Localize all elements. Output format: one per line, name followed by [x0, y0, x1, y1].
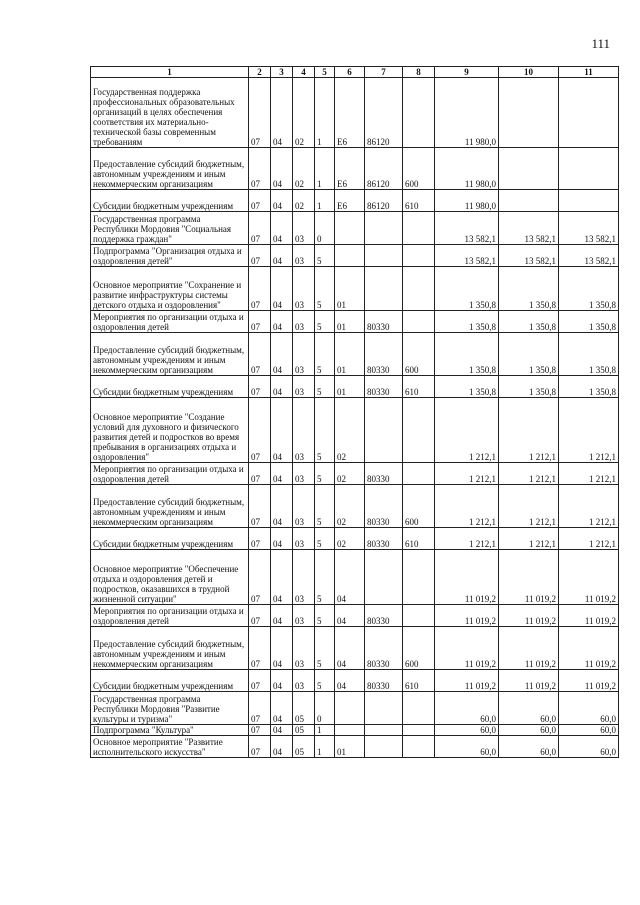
- amount-cell: 11 980,0: [435, 190, 499, 212]
- code-cell: 03: [293, 528, 315, 550]
- code-cell: [403, 78, 435, 148]
- code-cell: 610: [403, 528, 435, 550]
- column-header-4: 4: [293, 67, 315, 78]
- amount-cell: 1 212,1: [559, 398, 619, 463]
- code-cell: [403, 245, 435, 267]
- table-row: [91, 463, 619, 485]
- table-row: [91, 692, 619, 725]
- code-cell: Е6: [335, 148, 365, 190]
- code-cell: 03: [293, 670, 315, 692]
- code-cell: 600: [403, 333, 435, 376]
- column-header-3: 3: [271, 67, 293, 78]
- amount-cell: 60,0: [435, 725, 499, 736]
- code-cell: 03: [293, 311, 315, 333]
- amount-cell: 13 582,1: [559, 245, 619, 267]
- amount-cell: 60,0: [559, 725, 619, 736]
- code-cell: [335, 692, 365, 725]
- row-name-cell: Субсидии бюджетным учреждениям: [91, 670, 249, 692]
- code-cell: 03: [293, 333, 315, 376]
- amount-cell: 1 350,8: [559, 311, 619, 333]
- code-cell: 1: [315, 725, 335, 736]
- amount-cell: 1 212,1: [559, 485, 619, 528]
- amount-cell: 1 212,1: [499, 398, 559, 463]
- code-cell: Е6: [335, 190, 365, 212]
- table-row: [91, 212, 619, 245]
- code-cell: [335, 245, 365, 267]
- code-cell: 04: [271, 605, 293, 627]
- table-row: [91, 78, 619, 148]
- code-cell: [403, 311, 435, 333]
- code-cell: 1: [315, 736, 335, 758]
- amount-cell: 60,0: [499, 725, 559, 736]
- amount-cell: 13 582,1: [499, 212, 559, 245]
- code-cell: 0: [315, 212, 335, 245]
- code-cell: [335, 725, 365, 736]
- row-name-cell: Предоставление субсидий бюджетным, автономным учреждениям и иным некоммерческим организациям: [91, 148, 249, 190]
- code-cell: 04: [271, 245, 293, 267]
- table-body: [91, 78, 619, 758]
- amount-cell: 60,0: [559, 692, 619, 725]
- code-cell: 04: [271, 398, 293, 463]
- amount-cell: 60,0: [499, 736, 559, 758]
- amount-cell: 11 980,0: [435, 148, 499, 190]
- code-cell: 03: [293, 627, 315, 670]
- code-cell: 80330: [365, 485, 403, 528]
- table-row: [91, 190, 619, 212]
- code-cell: 03: [293, 212, 315, 245]
- column-header-7: 7: [365, 67, 403, 78]
- amount-cell: 11 019,2: [559, 670, 619, 692]
- code-cell: 610: [403, 190, 435, 212]
- code-cell: 5: [315, 670, 335, 692]
- code-cell: 03: [293, 605, 315, 627]
- header-row: [91, 67, 619, 78]
- code-cell: 04: [271, 692, 293, 725]
- amount-cell: 1 350,8: [559, 376, 619, 398]
- table-row: [91, 605, 619, 627]
- amount-cell: 1 350,8: [499, 311, 559, 333]
- code-cell: 03: [293, 398, 315, 463]
- code-cell: 04: [271, 333, 293, 376]
- row-name-cell: Государственная программа Республики Мордовия "Развитие культуры и туризма": [91, 692, 249, 725]
- amount-cell: [499, 190, 559, 212]
- code-cell: [365, 725, 403, 736]
- code-cell: 04: [271, 148, 293, 190]
- budget-table: [90, 66, 619, 758]
- code-cell: Е6: [335, 78, 365, 148]
- column-header-11: 11: [559, 67, 619, 78]
- amount-cell: 1 350,8: [435, 311, 499, 333]
- code-cell: 07: [249, 148, 271, 190]
- code-cell: 80330: [365, 605, 403, 627]
- code-cell: 5: [315, 627, 335, 670]
- amount-cell: 1 212,1: [435, 398, 499, 463]
- code-cell: 04: [271, 725, 293, 736]
- code-cell: 04: [335, 627, 365, 670]
- amount-cell: 13 582,1: [499, 245, 559, 267]
- code-cell: 07: [249, 485, 271, 528]
- amount-cell: 60,0: [559, 736, 619, 758]
- code-cell: 07: [249, 245, 271, 267]
- code-cell: 02: [293, 148, 315, 190]
- code-cell: [403, 463, 435, 485]
- code-cell: 02: [293, 190, 315, 212]
- code-cell: 03: [293, 245, 315, 267]
- amount-cell: 1 350,8: [435, 376, 499, 398]
- code-cell: 07: [249, 692, 271, 725]
- amount-cell: 13 582,1: [435, 212, 499, 245]
- amount-cell: [499, 78, 559, 148]
- table-row: [91, 550, 619, 605]
- code-cell: 07: [249, 627, 271, 670]
- amount-cell: 1 350,8: [435, 267, 499, 311]
- code-cell: 03: [293, 376, 315, 398]
- amount-cell: [499, 148, 559, 190]
- code-cell: 04: [271, 463, 293, 485]
- code-cell: 80330: [365, 463, 403, 485]
- code-cell: 04: [271, 311, 293, 333]
- column-header-8: 8: [403, 67, 435, 78]
- code-cell: [403, 692, 435, 725]
- code-cell: [403, 736, 435, 758]
- code-cell: 04: [335, 550, 365, 605]
- amount-cell: 1 212,1: [499, 463, 559, 485]
- code-cell: [365, 692, 403, 725]
- amount-cell: 1 350,8: [499, 333, 559, 376]
- table-row: [91, 267, 619, 311]
- column-header-1: 1: [91, 67, 249, 78]
- code-cell: 04: [271, 550, 293, 605]
- code-cell: 04: [271, 485, 293, 528]
- code-cell: 04: [271, 670, 293, 692]
- row-name-cell: Подпрограмма "Культура": [91, 725, 249, 736]
- code-cell: 01: [335, 333, 365, 376]
- code-cell: 80330: [365, 670, 403, 692]
- code-cell: 07: [249, 398, 271, 463]
- code-cell: 80330: [365, 627, 403, 670]
- code-cell: 07: [249, 267, 271, 311]
- amount-cell: 1 212,1: [559, 463, 619, 485]
- amount-cell: 1 350,8: [499, 267, 559, 311]
- code-cell: 1: [315, 190, 335, 212]
- code-cell: 07: [249, 212, 271, 245]
- code-cell: 07: [249, 190, 271, 212]
- code-cell: [335, 212, 365, 245]
- code-cell: 1: [315, 148, 335, 190]
- code-cell: [403, 398, 435, 463]
- code-cell: [365, 212, 403, 245]
- page-number: 111: [591, 36, 610, 51]
- code-cell: 07: [249, 736, 271, 758]
- code-cell: 01: [335, 267, 365, 311]
- code-cell: 600: [403, 148, 435, 190]
- code-cell: [365, 245, 403, 267]
- row-name-cell: Мероприятия по организации отдыха и оздоровления детей: [91, 605, 249, 627]
- code-cell: 5: [315, 485, 335, 528]
- table-row: [91, 725, 619, 736]
- row-name-cell: Мероприятия по организации отдыха и оздоровления детей: [91, 311, 249, 333]
- code-cell: 80330: [365, 528, 403, 550]
- code-cell: 5: [315, 528, 335, 550]
- table-row: [91, 148, 619, 190]
- code-cell: [403, 550, 435, 605]
- row-name-cell: Подпрограмма "Организация отдыха и оздоровления детей": [91, 245, 249, 267]
- amount-cell: 1 350,8: [435, 333, 499, 376]
- code-cell: 07: [249, 78, 271, 148]
- code-cell: 600: [403, 485, 435, 528]
- code-cell: 07: [249, 463, 271, 485]
- amount-cell: 11 019,2: [435, 670, 499, 692]
- code-cell: 03: [293, 267, 315, 311]
- amount-cell: 60,0: [435, 736, 499, 758]
- code-cell: [403, 267, 435, 311]
- table-row: [91, 311, 619, 333]
- amount-cell: 11 019,2: [499, 627, 559, 670]
- code-cell: 01: [335, 736, 365, 758]
- code-cell: 04: [335, 605, 365, 627]
- code-cell: 86120: [365, 148, 403, 190]
- column-header-2: 2: [249, 67, 271, 78]
- code-cell: 05: [293, 736, 315, 758]
- code-cell: 04: [271, 627, 293, 670]
- code-cell: 02: [335, 485, 365, 528]
- code-cell: 80330: [365, 376, 403, 398]
- amount-cell: 11 019,2: [559, 627, 619, 670]
- amount-cell: 11 019,2: [499, 550, 559, 605]
- amount-cell: 1 212,1: [435, 528, 499, 550]
- code-cell: 07: [249, 605, 271, 627]
- code-cell: 05: [293, 692, 315, 725]
- amount-cell: [559, 148, 619, 190]
- amount-cell: 1 212,1: [435, 463, 499, 485]
- code-cell: 04: [271, 376, 293, 398]
- code-cell: 07: [249, 333, 271, 376]
- table-row: [91, 485, 619, 528]
- table-row: [91, 245, 619, 267]
- code-cell: 07: [249, 670, 271, 692]
- table-row: [91, 528, 619, 550]
- row-name-cell: Предоставление субсидий бюджетным, автономным учреждениям и иным некоммерческим организациям: [91, 627, 249, 670]
- amount-cell: 60,0: [435, 692, 499, 725]
- amount-cell: 11 980,0: [435, 78, 499, 148]
- code-cell: 0: [315, 692, 335, 725]
- amount-cell: 1 212,1: [435, 485, 499, 528]
- code-cell: 04: [271, 78, 293, 148]
- code-cell: 5: [315, 311, 335, 333]
- code-cell: 04: [271, 267, 293, 311]
- row-name-cell: Государственная программа Республики Мордовия "Социальная поддержка граждан": [91, 212, 249, 245]
- amount-cell: 11 019,2: [499, 605, 559, 627]
- table-row: [91, 376, 619, 398]
- row-name-cell: Субсидии бюджетным учреждениям: [91, 190, 249, 212]
- code-cell: 07: [249, 550, 271, 605]
- amount-cell: 1 212,1: [499, 528, 559, 550]
- code-cell: 86120: [365, 78, 403, 148]
- code-cell: [403, 725, 435, 736]
- amount-cell: 60,0: [499, 692, 559, 725]
- row-name-cell: Основное мероприятие "Обеспечение отдыха и оздоровления детей и подростков, оказавшихся в трудной жизненной ситуации": [91, 550, 249, 605]
- code-cell: 5: [315, 550, 335, 605]
- code-cell: 02: [335, 398, 365, 463]
- code-cell: 03: [293, 550, 315, 605]
- table-row: [91, 333, 619, 376]
- code-cell: 80330: [365, 333, 403, 376]
- code-cell: 04: [271, 212, 293, 245]
- code-cell: 04: [271, 190, 293, 212]
- code-cell: [365, 550, 403, 605]
- code-cell: 5: [315, 463, 335, 485]
- code-cell: [403, 212, 435, 245]
- code-cell: 610: [403, 376, 435, 398]
- amount-cell: 11 019,2: [435, 550, 499, 605]
- code-cell: 86120: [365, 190, 403, 212]
- amount-cell: 11 019,2: [559, 550, 619, 605]
- amount-cell: 1 212,1: [499, 485, 559, 528]
- code-cell: 04: [271, 736, 293, 758]
- amount-cell: 1 212,1: [559, 528, 619, 550]
- code-cell: 5: [315, 267, 335, 311]
- code-cell: 05: [293, 725, 315, 736]
- code-cell: 5: [315, 245, 335, 267]
- row-name-cell: Государственная поддержка профессиональных образовательных организаций в целях обеспечения соответствия их материально-технической базы современным требованиям: [91, 78, 249, 148]
- code-cell: 5: [315, 605, 335, 627]
- code-cell: 07: [249, 376, 271, 398]
- amount-cell: 11 019,2: [499, 670, 559, 692]
- amount-cell: 1 350,8: [559, 267, 619, 311]
- row-name-cell: Основное мероприятие "Сохранение и развитие инфраструктуры системы детского отдыха и оздоровления": [91, 267, 249, 311]
- code-cell: 07: [249, 311, 271, 333]
- code-cell: 03: [293, 463, 315, 485]
- row-name-cell: Предоставление субсидий бюджетным, автономным учреждениям и иным некоммерческим организациям: [91, 485, 249, 528]
- code-cell: 07: [249, 528, 271, 550]
- code-cell: [365, 736, 403, 758]
- code-cell: 04: [271, 528, 293, 550]
- amount-cell: 1 350,8: [559, 333, 619, 376]
- code-cell: 01: [335, 376, 365, 398]
- amount-cell: 13 582,1: [435, 245, 499, 267]
- code-cell: [365, 398, 403, 463]
- code-cell: 80330: [365, 311, 403, 333]
- row-name-cell: Основное мероприятие "Развитие исполнительского искусства": [91, 736, 249, 758]
- code-cell: 1: [315, 78, 335, 148]
- row-name-cell: Мероприятия по организации отдыха и оздоровления детей: [91, 463, 249, 485]
- row-name-cell: Субсидии бюджетным учреждениям: [91, 528, 249, 550]
- amount-cell: 11 019,2: [435, 627, 499, 670]
- column-header-5: 5: [315, 67, 335, 78]
- code-cell: 01: [335, 311, 365, 333]
- code-cell: 02: [293, 78, 315, 148]
- code-cell: 07: [249, 725, 271, 736]
- code-cell: [403, 605, 435, 627]
- code-cell: 600: [403, 627, 435, 670]
- amount-cell: 11 019,2: [435, 605, 499, 627]
- row-name-cell: Основное мероприятие "Создание условий для духовного и физического развития детей и подростков во время пребывания в организациях отдыха и оздоровления": [91, 398, 249, 463]
- code-cell: 02: [335, 528, 365, 550]
- code-cell: 04: [335, 670, 365, 692]
- amount-cell: [559, 78, 619, 148]
- code-cell: 5: [315, 376, 335, 398]
- table-row: [91, 398, 619, 463]
- row-name-cell: Предоставление субсидий бюджетным, автономным учреждениям и иным некоммерческим организациям: [91, 333, 249, 376]
- code-cell: 610: [403, 670, 435, 692]
- table-row: [91, 627, 619, 670]
- code-cell: 03: [293, 485, 315, 528]
- table-row: [91, 670, 619, 692]
- code-cell: 5: [315, 398, 335, 463]
- column-header-6: 6: [335, 67, 365, 78]
- amount-cell: [559, 190, 619, 212]
- code-cell: 02: [335, 463, 365, 485]
- row-name-cell: Субсидии бюджетным учреждениям: [91, 376, 249, 398]
- amount-cell: 11 019,2: [559, 605, 619, 627]
- amount-cell: 13 582,1: [559, 212, 619, 245]
- code-cell: 5: [315, 333, 335, 376]
- column-header-10: 10: [499, 67, 559, 78]
- table-row: [91, 736, 619, 758]
- code-cell: [365, 267, 403, 311]
- amount-cell: 1 350,8: [499, 376, 559, 398]
- column-header-9: 9: [435, 67, 499, 78]
